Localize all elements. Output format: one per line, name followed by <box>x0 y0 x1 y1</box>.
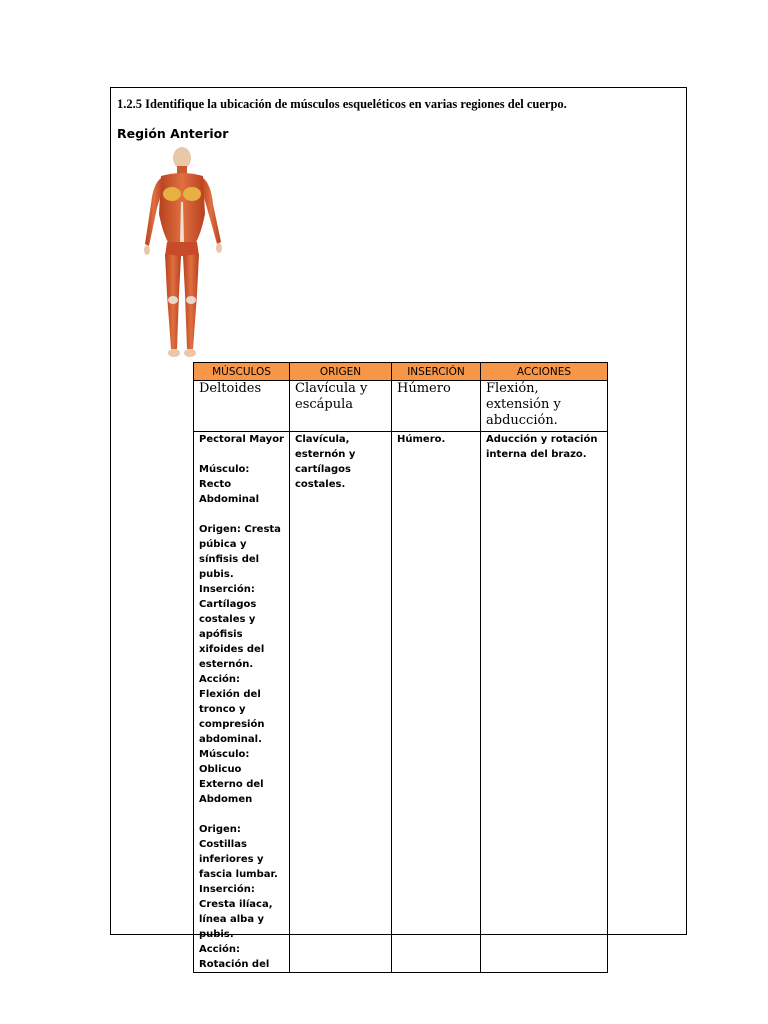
document-page <box>110 87 687 970</box>
cell-actions: Flexión, extensión y abducción. <box>481 381 608 432</box>
header-musculos: MÚSCULOS <box>194 363 290 381</box>
cell-insertion: Húmero. <box>392 432 481 973</box>
cell-muscle: Deltoides <box>194 381 290 432</box>
header-insercion: INSERCIÓN <box>392 363 481 381</box>
table-row <box>194 432 608 973</box>
region-title: Región Anterior <box>117 126 229 141</box>
cell-origin: Clavícula, esternón y cartílagos costales. <box>290 432 392 973</box>
header-origen: ORIGEN <box>290 363 392 381</box>
table-header-row <box>194 363 608 381</box>
muscles-table <box>193 362 608 973</box>
cell-muscle: Pectoral Mayor Músculo: Recto Abdominal Origen: Cresta púbica y sínfisis del pubis. Inserción: Cartílagos costales y apófisis xifoides del esternón. Acción: Flexión del tronco y compresión abdominal. Músculo: Oblicuo Externo del Abdomen Origen: Costillas inferiores y fascia lumbar. Inserción: Cresta ilíaca, línea alba y pubis. Acción: Rotación del <box>194 432 290 973</box>
section-heading: 1.2.5 Identifique la ubicación de músculos esqueléticos en varias regiones del cuerpo. <box>117 97 567 111</box>
muscle-anatomy-figure <box>131 144 233 362</box>
cell-origin: Clavícula y escápula <box>290 381 392 432</box>
cell-insertion: Húmero <box>392 381 481 432</box>
cell-actions: Aducción y rotación interna del brazo. <box>481 432 608 973</box>
header-acciones: ACCIONES <box>481 363 608 381</box>
table-row <box>194 381 608 432</box>
